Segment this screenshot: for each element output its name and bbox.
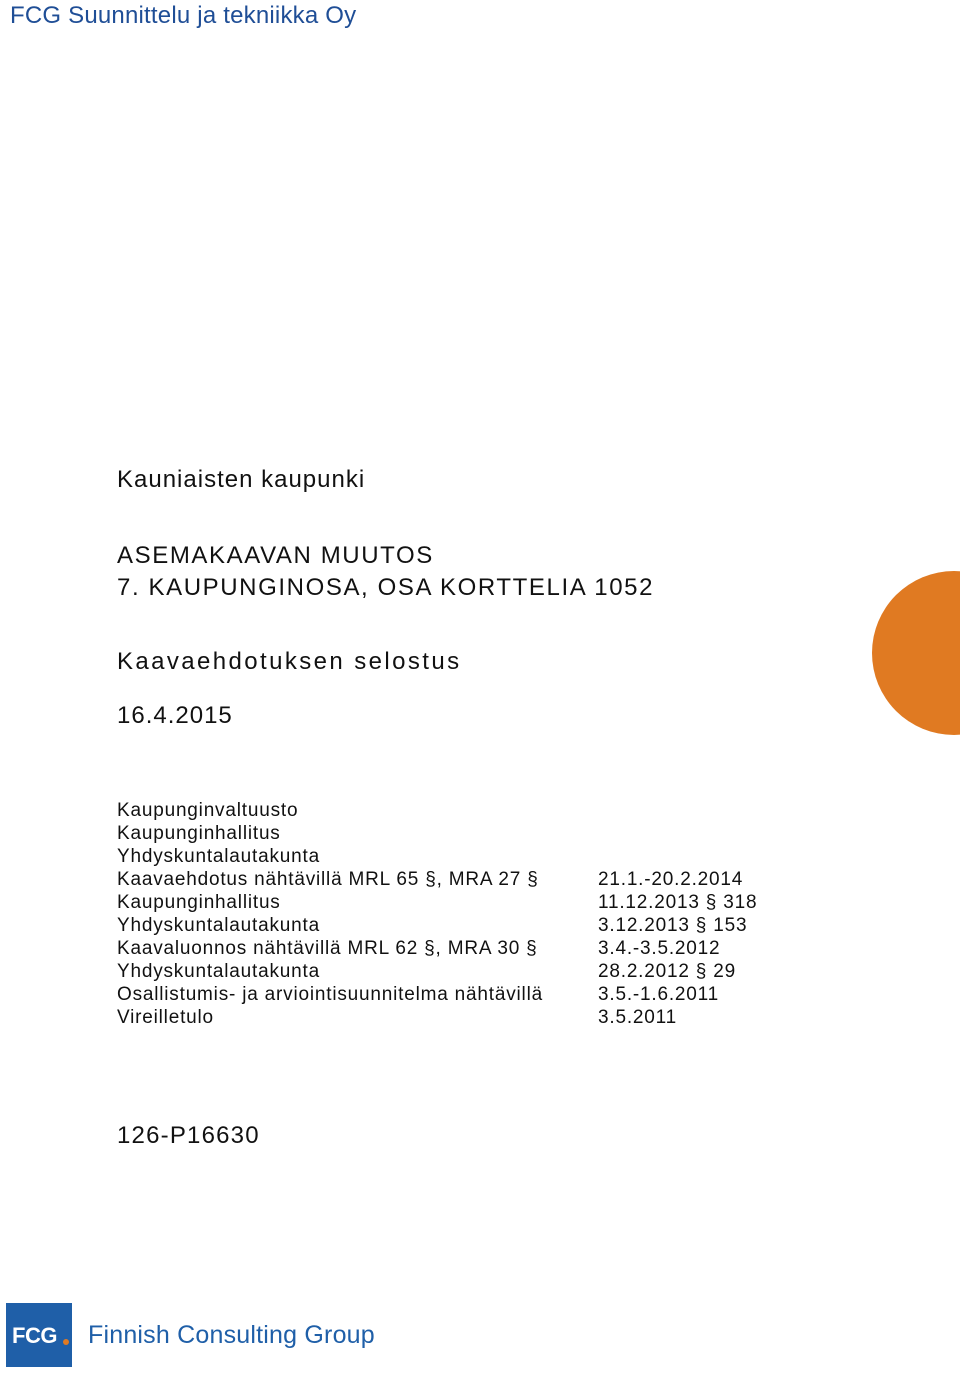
table-row xyxy=(117,868,757,891)
fcg-logo-text: Finnish Consulting Group xyxy=(88,1320,375,1349)
document-title: ASEMAKAAVAN MUUTOS xyxy=(117,542,434,569)
process-heading: Kaupunginvaltuusto xyxy=(117,800,299,821)
process-stage: Vireilletulo xyxy=(117,1007,214,1028)
process-stage: Kaavaluonnos nähtävillä MRL 62 §, MRA 30 § xyxy=(117,938,538,959)
fcg-logo-mark xyxy=(6,1303,72,1367)
process-date: 21.1.-20.2.2014 xyxy=(598,869,744,890)
document-subtitle: Kaavaehdotuksen selostus xyxy=(117,648,462,675)
company-header: FCG Suunnittelu ja tekniikka Oy xyxy=(10,2,357,29)
process-date: 3.5.2011 xyxy=(598,1007,677,1028)
logo-dot-icon xyxy=(63,1339,69,1345)
fcg-logo-letters: FCG xyxy=(12,1323,57,1348)
process-date: 3.5.-1.6.2011 xyxy=(598,984,719,1005)
process-stage: Kaupunginhallitus xyxy=(117,892,281,913)
document-date: 16.4.2015 xyxy=(117,702,233,729)
process-date: 28.2.2012 § 29 xyxy=(598,961,736,982)
table-row xyxy=(117,891,757,914)
project-id: 126-P16630 xyxy=(117,1122,260,1149)
process-stage: Osallistumis- ja arviointisuunnitelma nähtävillä xyxy=(117,984,543,1005)
process-heading: Yhdyskuntalautakunta xyxy=(117,846,320,867)
table-row xyxy=(117,937,757,960)
table-row xyxy=(117,1006,757,1029)
orange-circle-decoration xyxy=(872,571,960,735)
document-title-area: 7. KAUPUNGINOSA, OSA KORTTELIA 1052 xyxy=(117,574,655,601)
table-row xyxy=(117,914,757,937)
process-table xyxy=(117,868,757,1029)
process-heading: Kaupunginhallitus xyxy=(117,823,281,844)
city-name: Kauniaisten kaupunki xyxy=(117,466,366,493)
process-stage: Kaavaehdotus nähtävillä MRL 65 §, MRA 27 § xyxy=(117,869,539,890)
table-row xyxy=(117,960,757,983)
process-date: 11.12.2013 § 318 xyxy=(598,892,758,913)
process-date: 3.4.-3.5.2012 xyxy=(598,938,721,959)
table-row xyxy=(117,983,757,1006)
fcg-logo xyxy=(6,1303,375,1367)
process-stage: Yhdyskuntalautakunta xyxy=(117,915,320,936)
process-date: 3.12.2013 § 153 xyxy=(598,915,748,936)
process-stage: Yhdyskuntalautakunta xyxy=(117,961,320,982)
